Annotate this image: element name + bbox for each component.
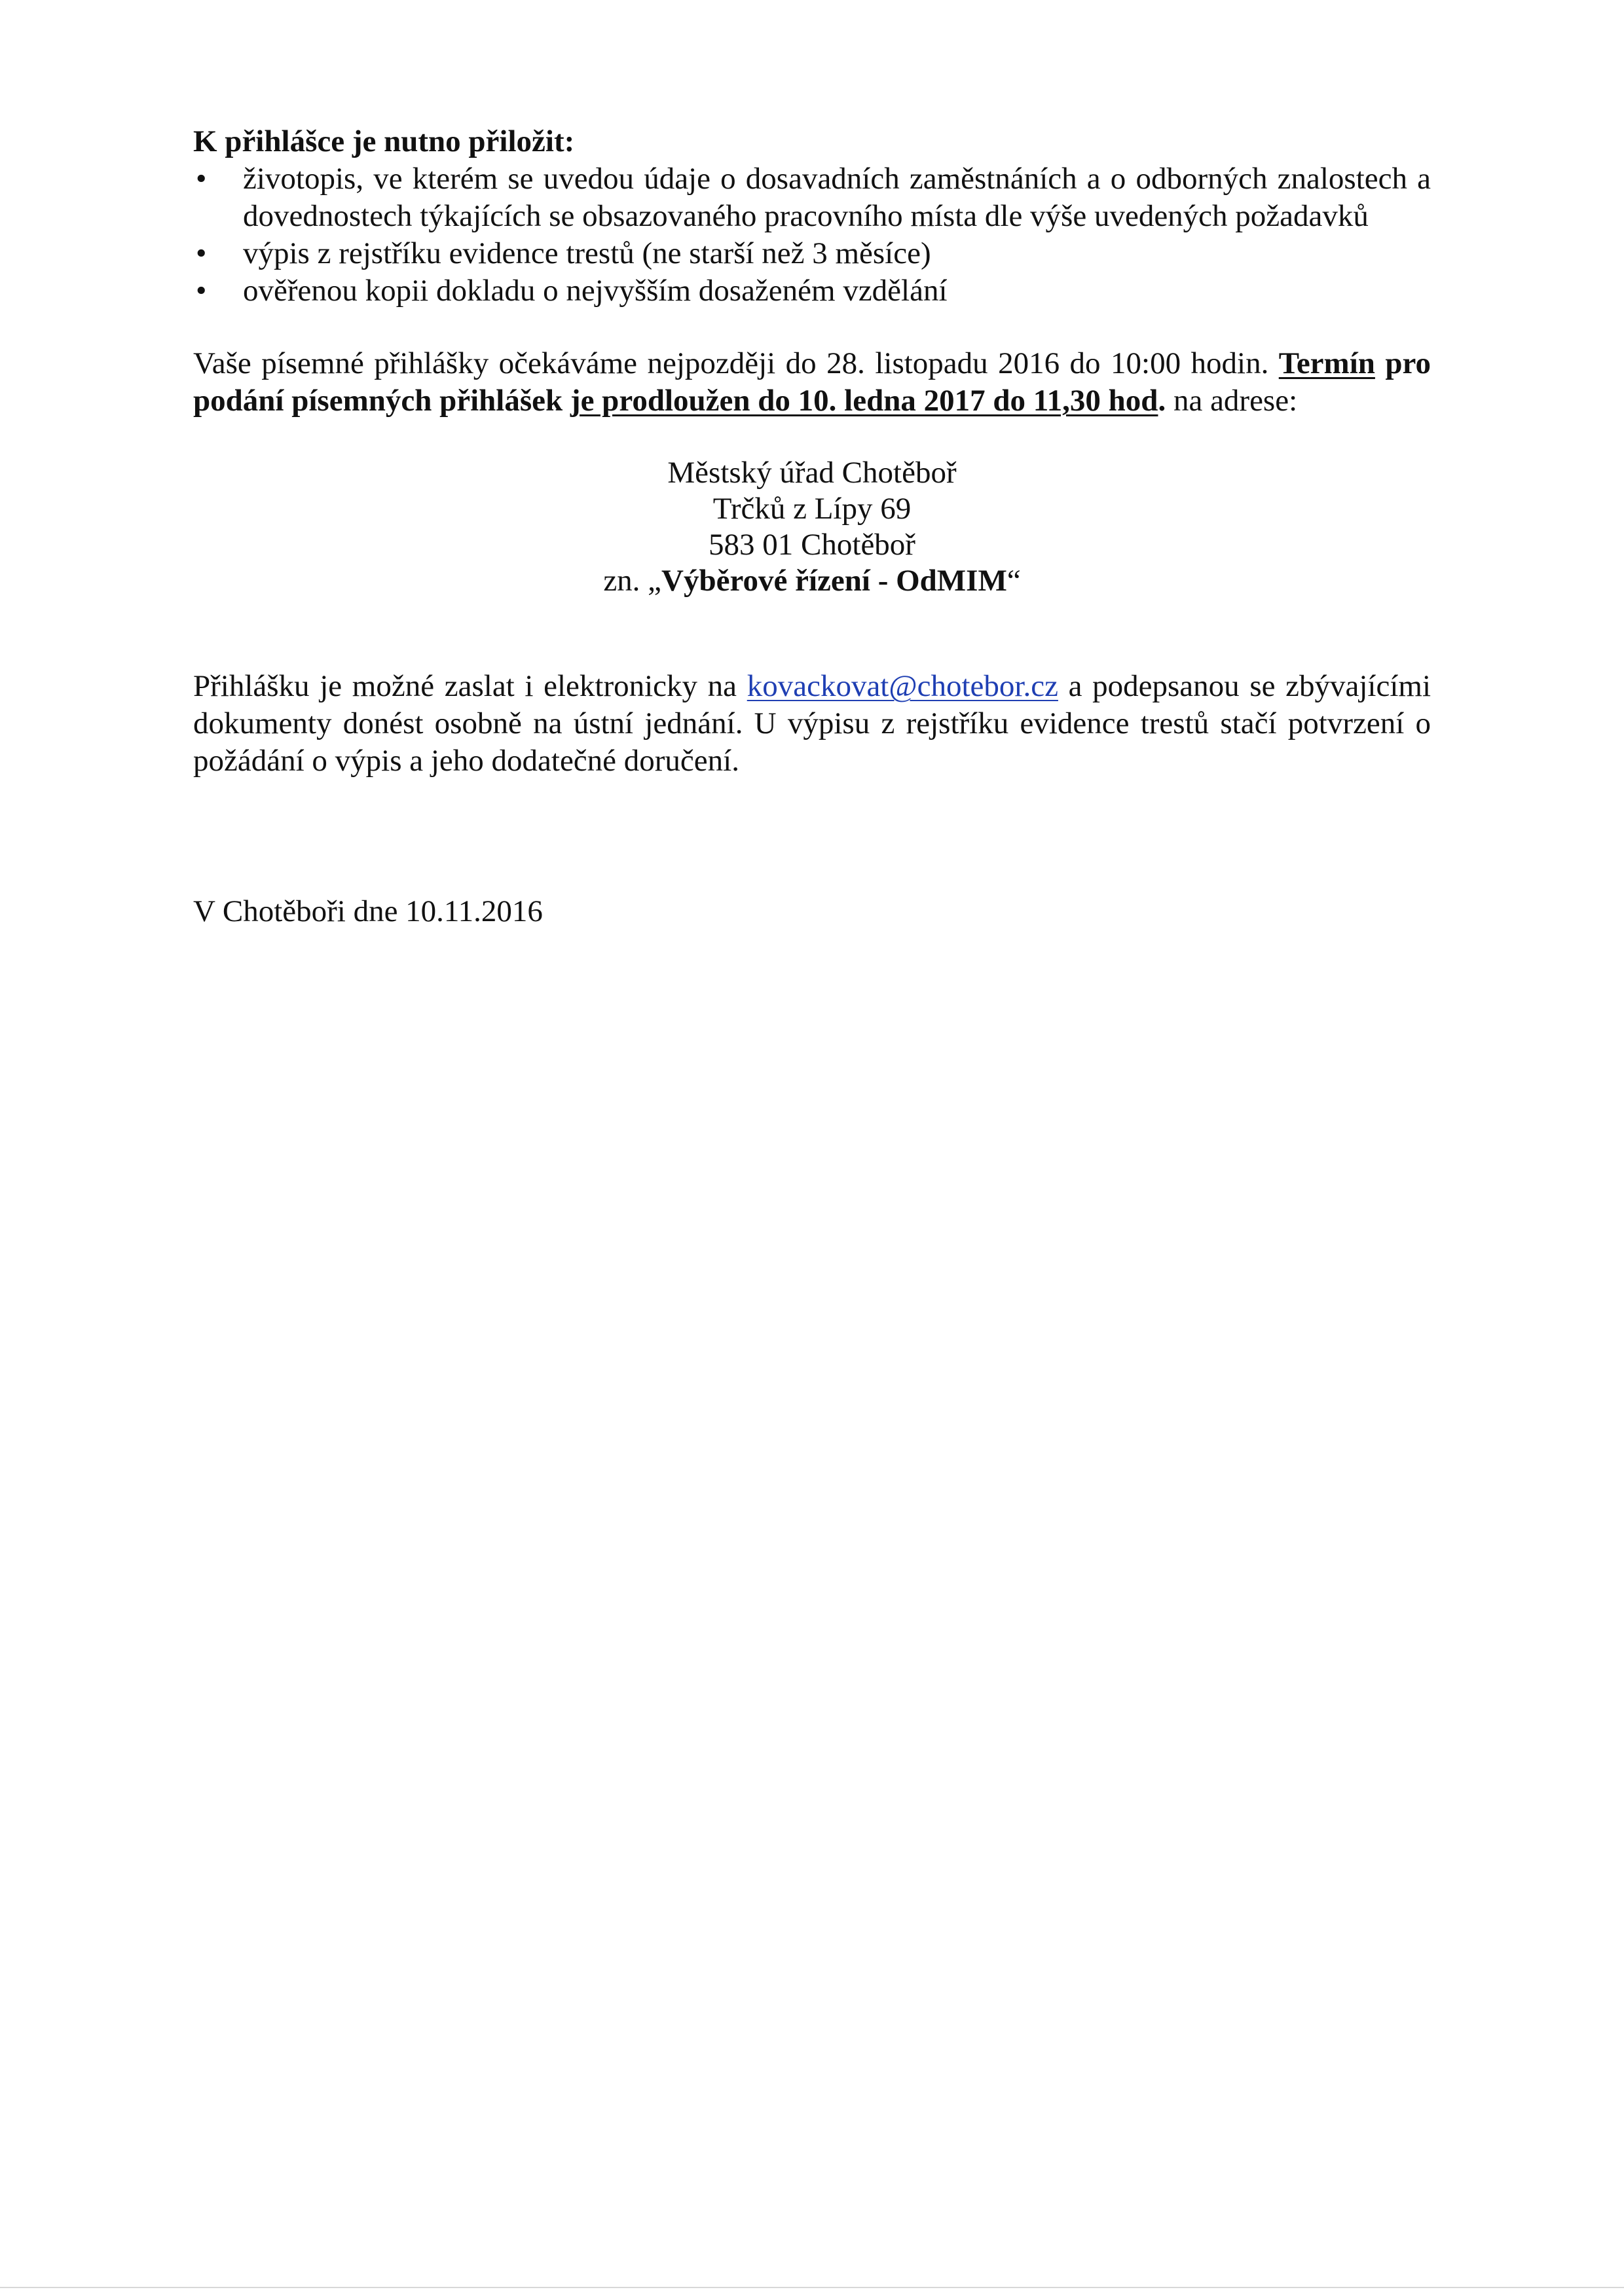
document-content xyxy=(193,123,1431,930)
attachments-list xyxy=(193,160,1431,310)
deadline-intro: Vaše písemné přihlášky očekáváme nejpozději do 28. listopadu 2016 do 10:00 hodin. xyxy=(193,346,1269,380)
email-intro: Přihlášku je možné zaslat i elektronicky na xyxy=(193,669,737,703)
email-link[interactable]: kovackovat@chotebor.cz xyxy=(747,669,1058,703)
bullet-icon: • xyxy=(196,274,207,308)
list-item-text: výpis z rejstříku evidence trestů (ne starší než 3 měsíce) xyxy=(243,236,931,270)
deadline-extension xyxy=(570,384,1158,418)
email-outro: a podepsanou se zbývajícími dokumenty donést osobně na ústní jednání. U výpisu z rejstříku evidence trestů stačí potvrzení o požádání o výpis a jeho dodatečné doručení. xyxy=(193,669,1431,778)
list-item-text: ověřenou kopii dokladu o nejvyšším dosaženém vzdělání xyxy=(243,274,948,308)
deadline-period: . xyxy=(1158,384,1166,418)
list-item xyxy=(193,235,1431,272)
list-item-text: životopis, ve kterém se uvedou údaje o dosavadních zaměstnáních a o odborných znalostech a dovednostech týkajících se obsazovaného pracovního místa dle výše uvedených požadavků xyxy=(243,162,1431,233)
address-line-street: Trčků z Lípy 69 xyxy=(712,492,912,526)
attachments-heading: K přihlášce je nutno přiložit: xyxy=(193,124,575,158)
bullet-icon: • xyxy=(196,162,207,196)
reference-suffix: “ xyxy=(1006,564,1021,598)
place-date-line: V Chotěboři dne 10.11.2016 xyxy=(193,894,543,928)
deadline-outro: na adrese: xyxy=(1173,384,1298,418)
list-item xyxy=(193,160,1431,235)
email-paragraph xyxy=(193,668,1431,780)
bullet-icon: • xyxy=(196,236,207,270)
list-item xyxy=(193,272,1431,310)
postal-address xyxy=(193,454,1431,598)
deadline-extension-text: je prodloužen do 10. ledna 2017 do 11,30 hod xyxy=(570,384,1158,418)
reference-prefix: zn. „ xyxy=(603,564,662,598)
deadline-paragraph xyxy=(193,345,1431,420)
address-line-city: 583 01 Chotěboř xyxy=(709,528,915,562)
term-word: Termín xyxy=(1278,346,1375,380)
address-reference xyxy=(193,562,1431,598)
reference-title: Výběrové řízení - OdMIM xyxy=(661,564,1007,598)
address-line-office: Městský úřad Chotěboř xyxy=(667,456,957,490)
scan-edge-divider xyxy=(0,2287,1624,2288)
submission-label: pro podání písemných přihlášek xyxy=(193,346,1431,418)
